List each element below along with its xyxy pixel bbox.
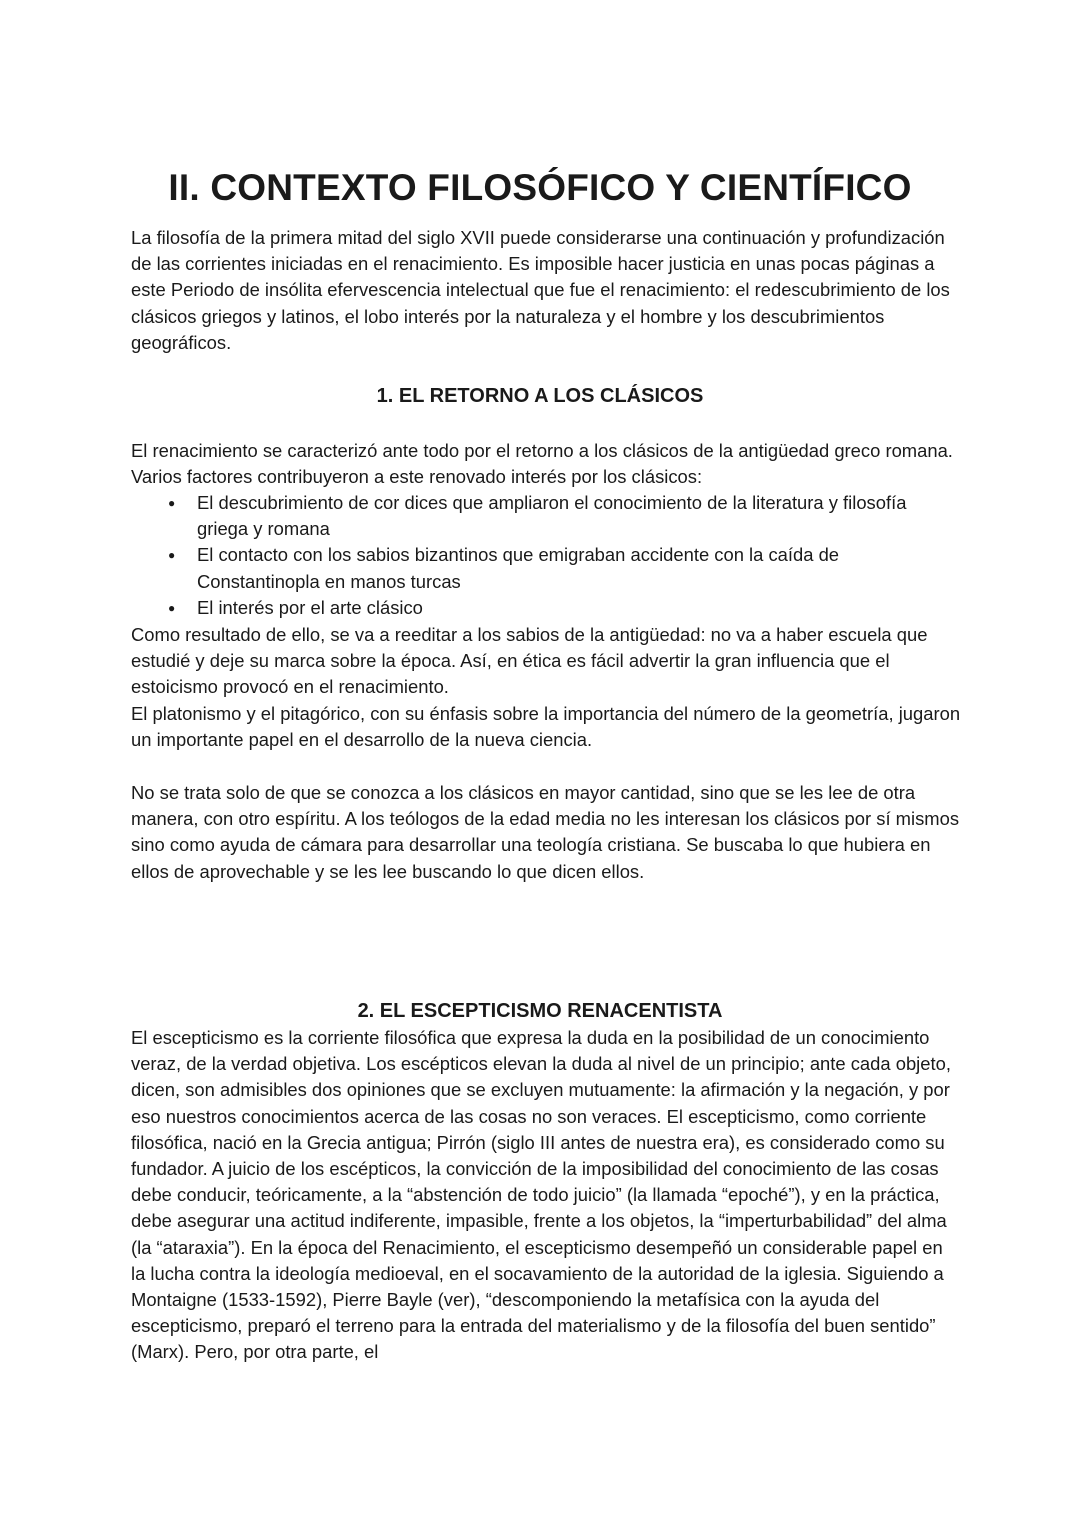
section-1-paragraph-4: No se trata solo de que se conozca a los clásicos en mayor cantidad, sino que se les lee de otra manera, con otro espíritu. A los teólogos de la edad media no les interesan los clásicos por sí mismos sino como ayuda de cámara para desarrollar una teología cristiana. Se buscaba lo que hubiera en ellos de aprovechable y se les lee buscando lo que dicen ellos. bbox=[131, 782, 960, 882]
section-1-paragraph-1: El renacimiento se caracterizó ante todo por el retorno a los clásicos de la antigüedad greco romana. Varios factores contribuyeron a este renovado interés por los clásicos: bbox=[131, 440, 953, 488]
factors-list bbox=[131, 490, 961, 621]
intro-paragraph: La filosofía de la primera mitad del siglo XVII puede considerarse una continuación y profundización de las corrientes iniciadas en el renacimiento. Es imposible hacer justicia en unas pocas páginas a este Periodo de insólita efervescencia intelectual que fue el renacimiento: el redescubrimiento de los clásicos griegos y latinos, el lobo interés por la naturaleza y el hombre y los descubrimientos geográficos. bbox=[131, 227, 950, 353]
section-1-heading: 1. EL RETORNO A LOS CLÁSICOS bbox=[376, 385, 704, 407]
list-item-text: El interés por el arte clásico bbox=[197, 596, 423, 618]
page-title: II. CONTEXTO FILOSÓFICO Y CIENTÍFICO bbox=[168, 167, 912, 208]
bullet-icon: ● bbox=[168, 548, 176, 563]
list-item bbox=[131, 490, 961, 542]
list-item-text: El contacto con los sabios bizantinos que emigraban accidente con la caída de Constantinopla en manos turcas bbox=[197, 544, 840, 592]
list-item-text: El descubrimiento de cor dices que ampliaron el conocimiento de la literatura y filosofía griega y romana bbox=[197, 492, 907, 540]
section-1-paragraph-2: Como resultado de ello, se va a reeditar a los sabios de la antigüedad: no va a haber escuela que estudié y deje su marca sobre la época. Así, en ética es fácil advertir la gran influencia que el estoicismo provocó en el renacimiento. bbox=[131, 624, 928, 698]
section-2-heading: 2. EL ESCEPTICISMO RENACENTISTA bbox=[357, 1000, 723, 1022]
list-item bbox=[131, 542, 961, 594]
list-item bbox=[131, 595, 961, 621]
section-2-paragraph-1: El escepticismo es la corriente filosófica que expresa la duda en la posibilidad de un conocimiento veraz, de la verdad objetiva. Los escépticos elevan la duda al nivel de un principio; ante cada objeto, dicen, son admisibles dos opiniones que se excluyen mutuamente: la afirmación y la negación, y por eso nuestros conocimientos acerca de las cosas no son veraces. El escepticismo, como corriente filosófica, nació en la Grecia antigua; Pirrón (siglo III antes de nuestra era), es considerado como su fundador. A juicio de los escépticos, la convicción de la imposibilidad del conocimiento de las cosas debe conducir, teóricamente, a la “abstención de todo juicio” (la llamada “epoché”), y en la práctica, debe asegurar una actitud indiferente, impasible, frente a los objetos, la “imperturbabilidad” del alma (la “ataraxia”). En la época del Renacimiento, el escepticismo desempeñó un considerable papel en la lucha contra la ideología medioeval, en el socavamiento de la autoridad de la iglesia. Siguiendo a Montaigne (1533-1592), Pierre Bayle (ver), “descomponiendo la metafísica con la ayuda del escepticismo, preparó el terreno para la entrada del materialismo y de la filosofía del buen sentido” (Marx). Pero, por otra parte, el bbox=[131, 1027, 951, 1363]
bullet-icon: ● bbox=[168, 600, 176, 615]
section-1-paragraph-3: El platonismo y el pitagórico, con su énfasis sobre la importancia del número de la geometría, jugaron un importante papel en el desarrollo de la nueva ciencia. bbox=[131, 703, 961, 751]
bullet-icon: ● bbox=[168, 496, 176, 510]
